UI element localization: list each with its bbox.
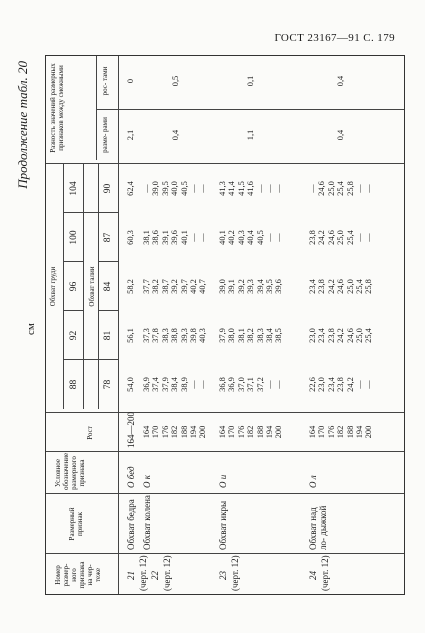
row-21-rost: 164—200 [126,412,136,448]
row-22-val-96: 37,7 38,2 38,7 39,2 39,7 40,2 40,7 [142,279,208,294]
taliya-78: 78 [103,379,113,390]
col-rule-6 [63,310,83,311]
col-rule-7 [63,261,83,262]
table-caption: Продолжение табл. 20 [15,61,30,189]
header-obhvat-grudi: Обхват груди [49,266,57,307]
row-24-val-96: 23,4 23,8 24,2 24,6 25,0 25,4 25,8 [308,279,374,294]
row-22-val-104: — 39,0 39,5 40,0 40,5 — — [142,181,208,196]
row-21-val-92: 56,1 [126,328,135,343]
row-22-val-100: 38,1 38,6 39,1 39,6 40,1 — — [142,230,208,245]
row-23-val-92: 37,9 38,0 38,1 38,2 38,3 38,4 38,5 [218,328,284,343]
header-razmerami: разме- рами [101,117,109,153]
row-21-rostd: 0 [126,78,135,84]
row-21-raz: 2,1 [126,129,135,141]
row-21-symbol: О бед [126,466,136,488]
row-22-rostd: 0,5 [171,75,180,87]
row-24-val-100: 23,8 24,2 24,6 25,0 25,4 — — [308,230,374,245]
row-23-symbol: О и [218,474,228,488]
col-rule-9 [98,310,118,311]
col-rule-10 [98,261,118,262]
unit-label: см [25,323,37,335]
row-23-rostd: 0,1 [246,75,255,87]
subheader-rule-4 [96,56,97,160]
subheader-rule-2 [83,164,84,409]
row-24-rostd: 0,4 [336,75,345,87]
taliya-84: 84 [103,281,113,292]
col-rule-2 [46,493,404,494]
row-21-val-104: 62,4 [126,181,135,196]
row-22-raz: 0,4 [171,129,180,141]
row-23-raz: 1,1 [246,129,255,141]
grud-88: 88 [69,379,79,390]
col-rule-5 [63,359,118,360]
rotated-page-content [15,55,405,595]
header-raznost: Разность значений размерных признаков между смежными [49,63,65,153]
col-rule-8 [63,212,118,213]
header-obhvat-talii: Обхват талии [88,266,96,307]
row-21-val-96: 58,2 [126,279,135,294]
row-24-val-88: 22,6 23,0 23,4 23,8 24,2 — — [308,377,374,392]
row-24-num: 24 [308,571,318,580]
row-21-num: 21 [126,571,136,580]
row-23-val-96: 39,0 39,1 39,2 39,3 39,4 39,5 39,6 [218,279,284,294]
row-23-val-100: 40,1 40,2 40,3 40,4 40,5 — — [218,230,284,245]
row-22-val-92: 37,3 37,8 38,3 38,8 39,3 39,8 40,3 [142,328,208,343]
row-23-num: 23 [218,571,228,580]
header-rule [118,56,119,594]
row-23-sub: (черт. 12) [230,555,240,591]
row-21-name: Обхват бедра [126,499,136,550]
subheader-rule-3 [98,164,99,409]
row-22-symbol: О к [142,475,152,488]
grud-100: 100 [69,230,79,245]
row-24-raz: 0,4 [336,129,345,141]
grud-92: 92 [69,330,79,341]
size-table [45,55,405,595]
row-22-val-88: 36,9 37,4 37,9 38,4 38,9 — — [142,377,208,392]
row-24-val-104: — 24,6 25,0 25,4 25,8 — — [308,181,374,196]
col-rule-1 [46,553,404,554]
col-rule-3 [46,451,404,452]
grud-104: 104 [69,181,79,196]
row-23-val-88: 36,8 36,9 37,0 37,1 37,2 — — [218,377,284,392]
row-23-name: Обхват икры [218,500,228,550]
row-24-name: Обхват над ло- дыжкой [308,505,328,550]
header-nomer: Номер размер- ного признака на чер- теже [54,561,102,589]
row-23-val-104: 41,3 41,4 41,5 41,6 — — — [218,181,284,196]
row-21-sub: (черт. 12) [138,555,148,591]
row-24-sub: (черт. 12) [320,555,330,591]
taliya-90: 90 [103,183,113,194]
taliya-87: 87 [103,232,113,243]
row-22-sub: (черт. 12) [162,555,172,591]
row-23-rost: 164 170 176 182 188 194 200 [218,425,284,439]
row-22-num: 22 [150,571,160,580]
row-24-rost: 164 170 176 182 188 194 200 [308,425,374,439]
subheader-rule-1 [63,164,64,409]
col-rule-4 [46,412,404,413]
row-21-val-88: 54,0 [126,377,135,392]
row-24-symbol: О л [308,475,318,488]
row-22-rost: 164 170 176 182 188 194 200 [142,425,208,439]
header-rost: Рост [86,426,94,440]
header-rostami: рос- тами [101,66,109,96]
row-22-name: Обхват колена [142,495,152,550]
taliya-81: 81 [103,330,113,341]
grud-96: 96 [69,281,79,292]
row-24-val-92: 23,0 23,4 23,8 24,2 24,6 25,0 25,4 [308,328,374,343]
page-header: ГОСТ 23167—91 С. 179 [274,32,395,44]
header-priznak: Размерный признак [68,507,84,541]
header-oboznach: Условное обозначение размерного признака [54,452,86,490]
row-21-val-100: 60,3 [126,230,135,245]
